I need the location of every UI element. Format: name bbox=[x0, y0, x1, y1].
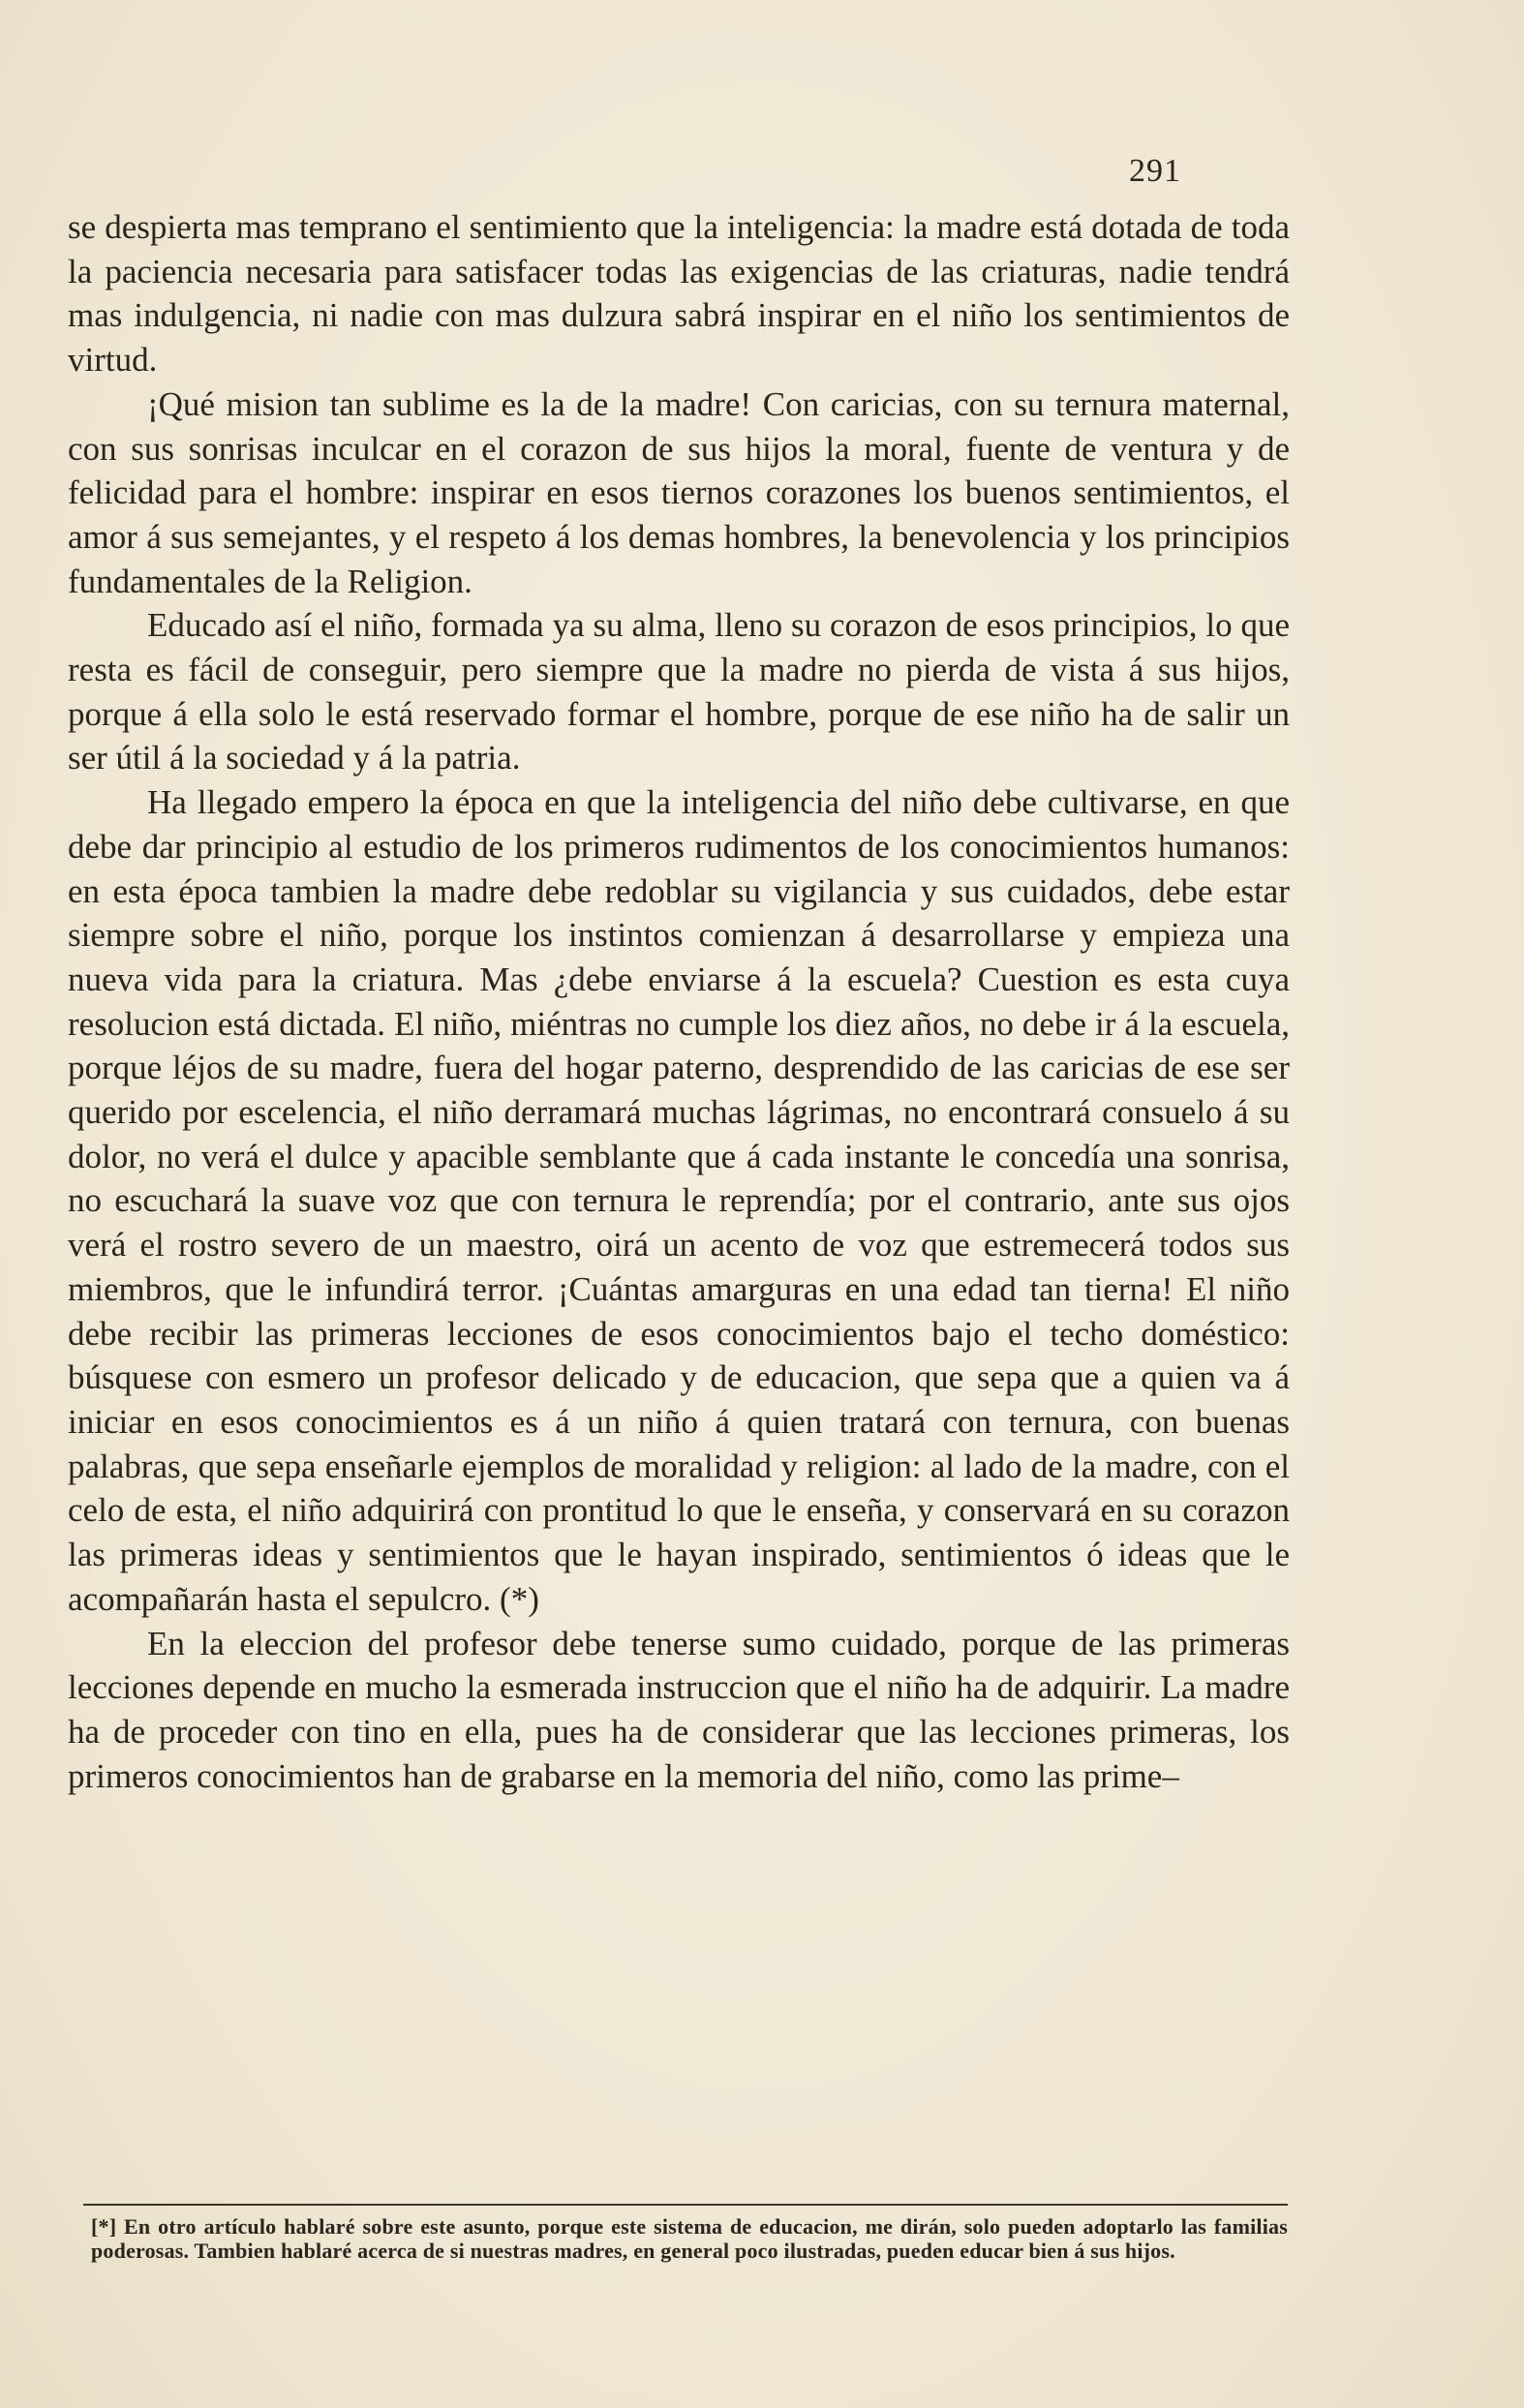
paragraph: Ha llegado empero la época en que la inteligencia del niño debe cultivarse, en que debe dar principio al estudio de los primeros rudimentos de los conocimientos humanos: en esta época tambien la madre debe redoblar su vigilancia y sus cuidados, debe estar siempre sobre el niño, porque los instintos comienzan á desarrollarse y empieza una nueva vida para la criatura. Mas ¿debe enviarse á la escuela? Cuestion es esta cuya resolucion está dictada. El niño, miéntras no cumple los diez años, no debe ir á la escuela, porque léjos de su madre, fuera del hogar paterno, desprendido de las caricias de ese ser querido por escelencia, el niño derramará muchas lágrimas, no encontrará consuelo á su dolor, no verá el dulce y apacible semblante que á cada instante le concedía una sonrisa, no escuchará la suave voz que con ternura le reprendía; por el contrario, ante sus ojos verá el rostro severo de un maestro, oirá un acento de voz que estremecerá todos sus miembros, que le infundirá terror. ¡Cuántas amarguras en una edad tan tierna! El niño debe recibir las primeras lecciones de esos conocimientos bajo el techo doméstico: búsquese con esmero un profesor delicado y de educacion, que sepa que a quien va á iniciar en esos conocimientos es á un niño á quien tratará con ternura, con buenas palabras, que sepa enseñarle ejemplos de moralidad y religion: al lado de la madre, con el celo de esta, el niño adquirirá con prontitud lo que le enseña, y conservará en su corazon las primeras ideas y sentimientos que le hayan inspirado, sentimientos ó ideas que le acompañarán hasta el sepulcro. (*) bbox=[68, 783, 1290, 1618]
page-number: 291 bbox=[1129, 153, 1181, 189]
body-text bbox=[68, 205, 1290, 1798]
paragraph: ¡Qué mision tan sublime es la de la madre! Con caricias, con su ternura maternal, con sus sonrisas inculcar en el corazon de sus hijos la moral, fuente de ventura y de felicidad para el hombre: inspirar en esos tiernos corazones los buenos sentimientos, el amor á sus semejantes, y el respeto á los demas hombres, la benevolencia y los principios fundamentales de la Religion. bbox=[68, 384, 1290, 600]
paragraph: En la eleccion del profesor debe tenerse sumo cuidado, porque de las primeras lecciones depende en mucho la esmerada instruccion que el niño ha de adquirir. La madre ha de proceder con tino en ella, pues ha de considerar que las lecciones primeras, los primeros conocimientos han de grabarse en la memoria del niño, como las prime– bbox=[68, 1624, 1290, 1795]
paragraph: Educado así el niño, formada ya su alma, lleno su corazon de esos principios, lo que resta es fácil de conseguir, pero siempre que la madre no pierda de vista á sus hijos, porque á ella solo le está reservado formar el hombre, porque de ese niño ha de salir un ser útil á la sociedad y á la patria. bbox=[68, 606, 1290, 777]
paragraph: se despierta mas temprano el sentimiento que la inteligencia: la madre está dotada de toda la paciencia necesaria para satisfacer todas las exigencias de las criaturas, nadie tendrá mas indulgencia, ni nadie con mas dulzura sabrá inspirar en el niño los sentimientos de virtud. bbox=[68, 208, 1290, 380]
footnote-divider bbox=[83, 2204, 1288, 2206]
footnote: [*] En otro artículo hablaré sobre este asunto, porque este sistema de educacion, me dirán, solo pueden adoptarlo las familias poderosas. Tambien hablaré acerca de si nuestras madres, en general poco ilustradas, pueden educar bien á sus hijos. bbox=[91, 2214, 1288, 2263]
